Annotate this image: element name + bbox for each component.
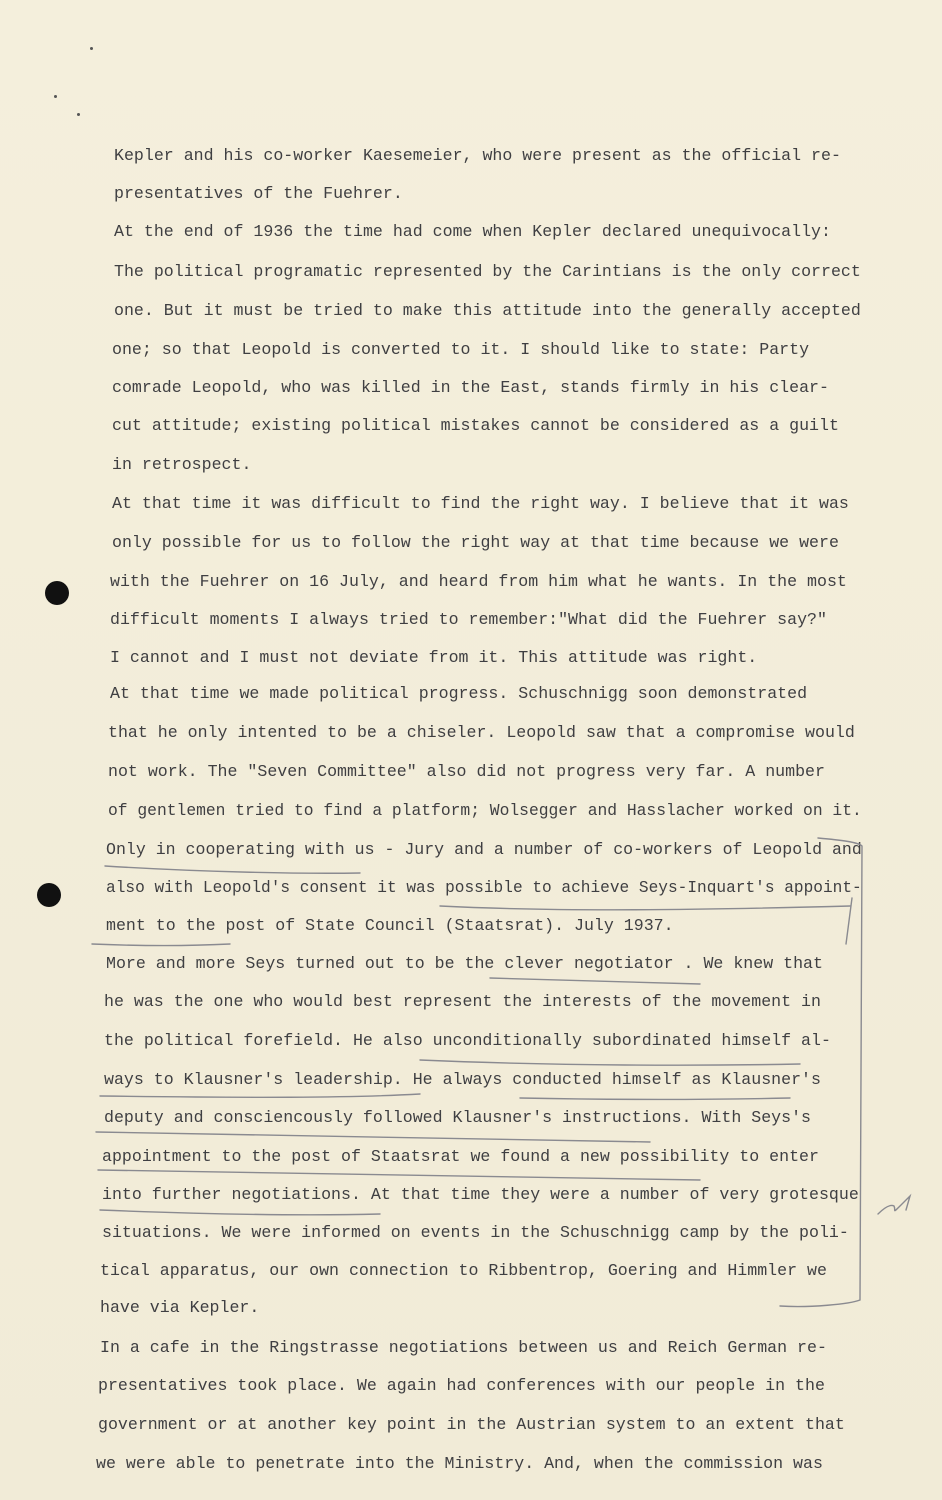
text-line: into further negotiations. At that time they were a number of very grotesque [102,1185,859,1204]
text-line: ways to Klausner's leadership. He always conducted himself as Klausner's [104,1070,821,1089]
text-line: appointment to the post of Staatsrat we found a new possibility to enter [102,1147,819,1166]
underline-mark [105,866,360,873]
text-line: Kepler and his co-worker Kaesemeier, who were present as the official re- [114,146,841,165]
text-line: one. But it must be tried to make this attitude into the generally accepted [114,301,861,320]
text-line: In a cafe in the Ringstrasse negotiations between us and Reich German re- [100,1338,827,1357]
margin-bracket [780,838,862,1307]
text-line: More and more Seys turned out to be the clever negotiator . We knew that [106,954,823,973]
text-line: not work. The "Seven Committee" also did not progress very far. A number [108,762,825,781]
text-line: difficult moments I always tried to remember:"What did the Fuehrer say?" [110,610,827,629]
text-line: government or at another key point in the Austrian system to an extent that [98,1415,845,1434]
text-line: At the end of 1936 the time had come when Kepler declared unequivocally: [114,222,831,241]
text-line: of gentlemen tried to find a platform; Wolsegger and Hasslacher worked on it. [108,801,862,820]
underline-mark [440,906,850,910]
text-line: only possible for us to follow the right way at that time because we were [112,533,839,552]
underline-mark [490,978,700,984]
text-line: we were able to penetrate into the Ministry. And, when the commission was [96,1454,823,1473]
text-line: The political programatic represented by the Carintians is the only correct [114,262,861,281]
underline-mark [420,1060,800,1065]
text-line: deputy and consciencously followed Klausner's instructions. With Seys's [104,1108,812,1127]
margin-initials [878,1196,910,1214]
text-line: he was the one who would best represent the interests of the movement in [104,992,821,1011]
underline-mark [100,1210,380,1215]
text-line: situations. We were informed on events in the Schuschnigg camp by the poli- [102,1223,849,1242]
text-line: ment to the post of State Council (Staatsrat). July 1937. [106,916,674,935]
text-line: have via Kepler. [100,1298,260,1317]
text-line: also with Leopold's consent it was possible to achieve Seys-Inquart's appoint- [106,878,862,897]
text-line: At that time we made political progress. Schuschnigg soon demonstrated [110,684,808,703]
text-line: in retrospect. [112,455,252,474]
underline-mark [520,1098,790,1100]
text-line: presentatives took place. We again had conferences with our people in the [98,1376,825,1395]
text-line: one; so that Leopold is converted to it. I should like to state: Party [112,340,810,359]
text-line: comrade Leopold, who was killed in the East, stands firmly in his clear- [112,378,829,397]
text-line: that he only intented to be a chiseler. Leopold saw that a compromise would [108,723,855,742]
text-line: presentatives of the Fuehrer. [114,184,403,203]
margin-tick [846,898,852,944]
text-line: tical apparatus, our own connection to Ribbentrop, Goering and Himmler we [100,1261,827,1280]
underline-mark [96,1132,650,1142]
underline-mark [98,1170,700,1180]
text-line: the political forefield. He also unconditionally subordinated himself al- [104,1031,831,1050]
text-line: At that time it was difficult to find the right way. I believe that it was [112,494,849,513]
text-line: cut attitude; existing political mistakes cannot be considered as a guilt [112,416,839,435]
text-line: I cannot and I must not deviate from it. This attitude was right. [110,648,758,667]
text-line: with the Fuehrer on 16 July, and heard from him what he wants. In the most [110,572,847,591]
underline-mark [100,1094,420,1097]
text-line: Only in cooperating with us - Jury and a number of co-workers of Leopold and [106,840,862,859]
underline-mark [92,944,230,946]
